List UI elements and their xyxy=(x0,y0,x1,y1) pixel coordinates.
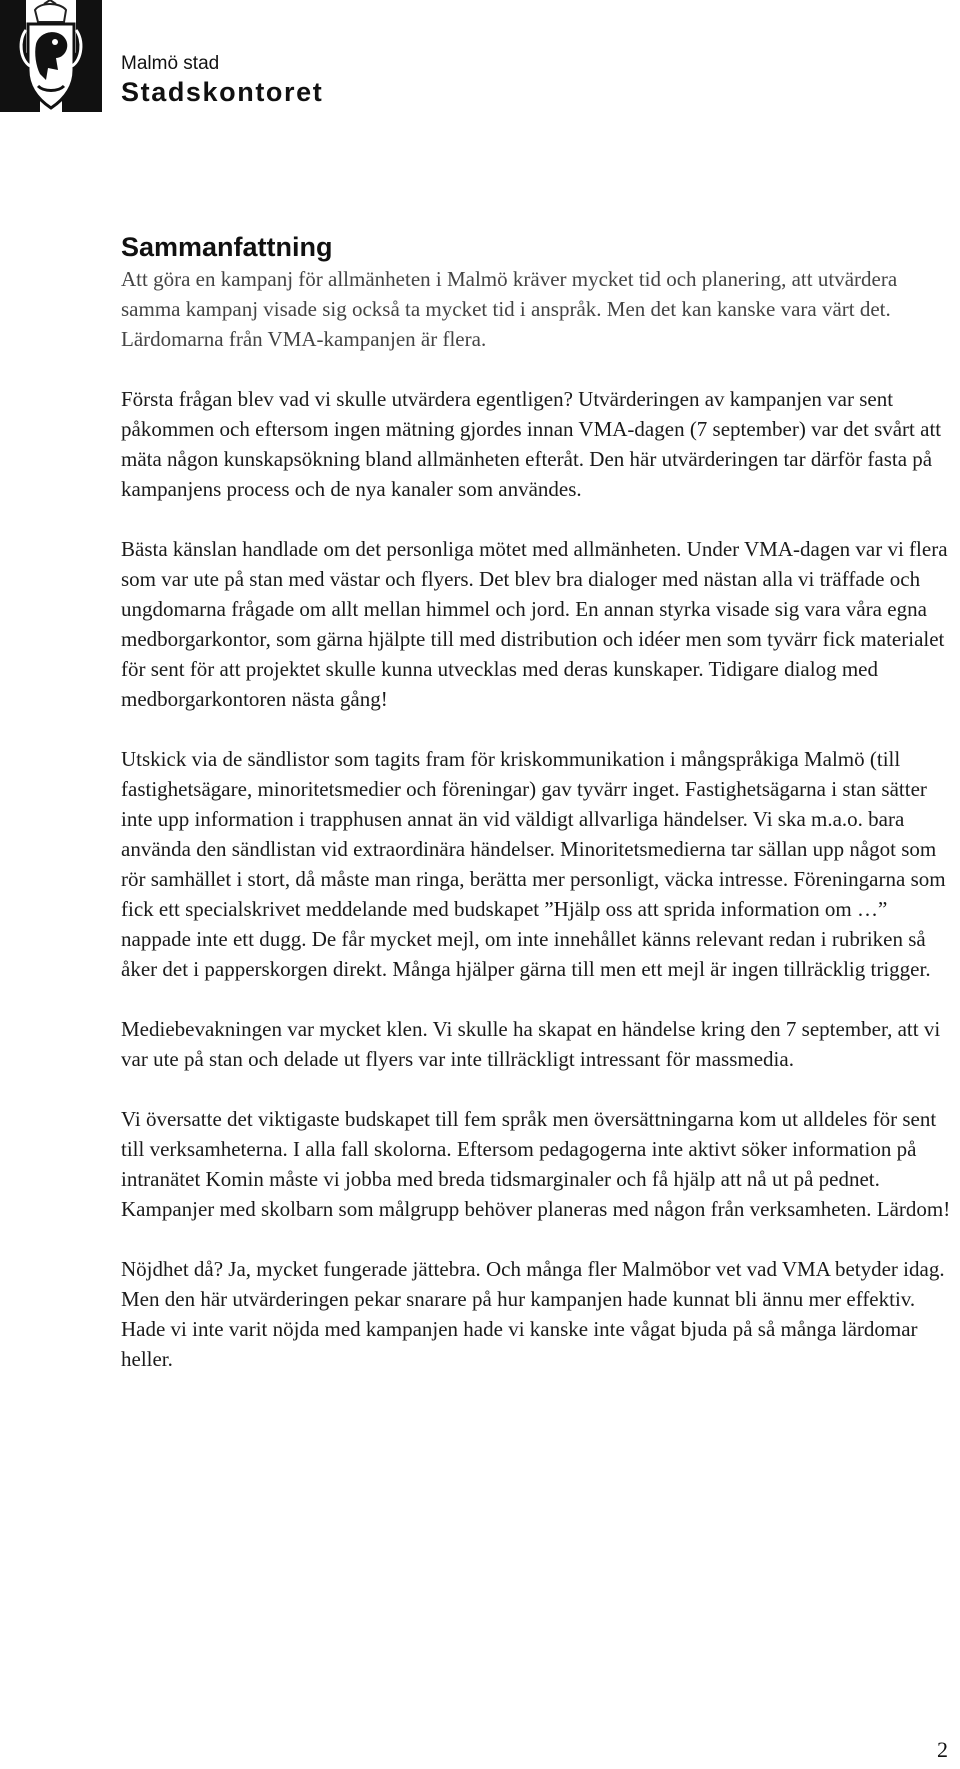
page-number: 2 xyxy=(937,1737,948,1762)
city-coat-of-arms-icon xyxy=(0,0,102,112)
section-heading: Sammanfattning xyxy=(121,232,333,262)
org-name: Malmö stad xyxy=(121,53,220,74)
paragraph-mailing-lists: Utskick via de sändlistor som tagits fram för kriskommunikation i mångspråkiga Malmö (till fastighetsägare, minoritetsmedier och föreningar) gav tyvärr inget. Fastighetsägarna i stan sätter inte upp information i trapphusen annat än vid väldigt allvarliga händelser. Vi ska m.a.o. bara använda den sändlistan vid extraordinära händelser. Minoritetsmedierna tar sällan upp något som rör samhället i stort, då måste man ringa, berätta mer personligt, väcka intresse. Föreningarna som fick ett specialskrivet meddelande med budskapet ”Hjälp oss att sprida information om …” nappade inte ett dugg. De får mycket mejl, om inte innehållet känns relevant redan i rubriken så åker det i papperskorgen direkt. Många hjälper gärna till men ett mejl är ingen tillräcklig trigger. xyxy=(121,747,946,981)
paragraph-intro: Att göra en kampanj för allmänheten i Malmö kräver mycket tid och planering, att utvärdera samma kampanj visade sig också ta mycket tid i anspråk. Men det kan kanske vara värt det. Lärdomarna från VMA-kampanjen är flera. xyxy=(121,267,898,351)
paragraph-evaluation: Första frågan blev vad vi skulle utvärdera egentligen? Utvärderingen av kampanjen var sent påkommen och eftersom ingen mätning gjordes innan VMA-dagen (7 september) var det svårt att mäta någon kunskapsökning bland allmänheten efteråt. Den här utvärderingen tar därför fasta på kampanjens process och de nya kanaler som användes. xyxy=(121,387,942,501)
paragraph-personal-meeting: Bästa känslan handlade om det personliga mötet med allmänheten. Under VMA-dagen var vi flera som var ute på stan med västar och flyers. Det blev bra dialoger med nästan alla vi träffade och ungdomarna frågade om allt mellan himmel och jord. En annan styrka visade sig vara våra egna medborgarkontor, som gärna hjälpte till med distribution och idéer men som tyvärr fick materialet för sent för att projektet skulle kunna utvecklas med deras kunskaper. Tidigare dialog med medborgarkontoren nästa gång! xyxy=(121,537,948,711)
paragraph-satisfaction: Nöjdhet då? Ja, mycket fungerade jättebra. Och många fler Malmöbor vet vad VMA betyder idag. Men den här utvärderingen pekar snarare på hur kampanjen hade kunnat bli ännu mer effektiv. Hade vi inte varit nöjda med kampanjen hade vi kanske inte vågat bjuda på så många lärdomar heller. xyxy=(121,1257,945,1371)
paragraph-media-coverage: Mediebevakningen var mycket klen. Vi skulle ha skapat en händelse kring den 7 september, att vi var ute på stan och delade ut flyers var inte tillräckligt intressant för massmedia. xyxy=(121,1017,941,1071)
department-name: Stadskontoret xyxy=(121,77,324,107)
paragraph-translations: Vi översatte det viktigaste budskapet till fem språk men översättningarna kom ut alldeles för sent till verksamheterna. I alla fall skolorna. Eftersom pedagogerna inte aktivt söker information på intranätet Komin måste vi jobba med breda tidsmarginaler och få hjälp att nå ut på pednet. Kampanjer med skolbarn som målgrupp behöver planeras med någon från verksamheten. Lärdom! xyxy=(121,1107,951,1221)
document-body xyxy=(121,230,955,1404)
